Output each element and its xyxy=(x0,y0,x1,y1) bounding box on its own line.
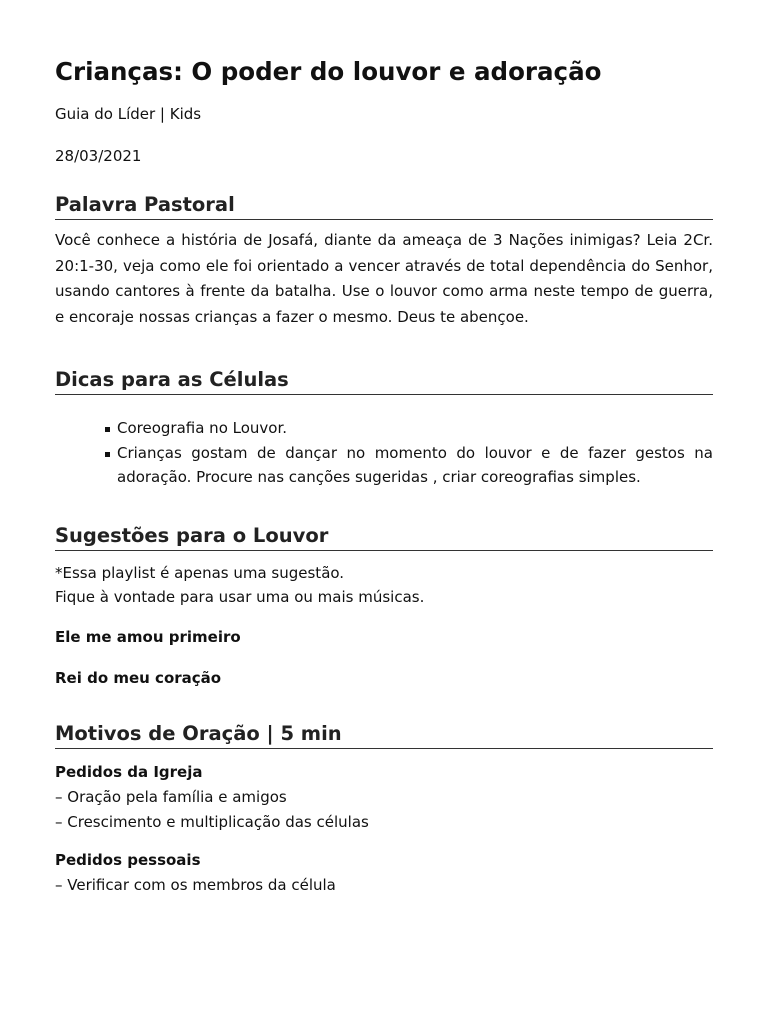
document-subtitle: Guia do Líder | Kids xyxy=(55,105,202,123)
prayer-group-title: Pedidos da Igreja xyxy=(55,762,203,781)
playlist-note-line-2: Fique à vontade para usar uma ou mais músicas. xyxy=(55,587,425,606)
playlist-note xyxy=(55,561,713,609)
pastoral-paragraph: Você conhece a história de Josafá, diante da ameaça de 3 Nações inimigas? Leia 2Cr. 20:1-30, veja como ele foi orientado a vencer através de total dependência do Senhor, usando cantores à frente da batalha. Use o louvor como arma neste tempo de guerra, e encoraje nossas crianças a fazer o mesmo. Deus te abençoe. xyxy=(55,231,713,326)
prayer-group-title: Pedidos pessoais xyxy=(55,850,201,869)
prayer-group-personal xyxy=(55,848,713,898)
prayer-item: – Oração pela família e amigos xyxy=(55,787,287,806)
section-heading-pastoral: Palavra Pastoral xyxy=(55,192,713,220)
section-heading-tips: Dicas para as Células xyxy=(55,367,713,395)
document-content xyxy=(55,54,713,898)
list-item: Coreografia no Louvor. xyxy=(117,416,713,441)
song-title: Rei do meu coração xyxy=(55,668,222,687)
page-title: Crianças: O poder do louvor e adoração xyxy=(55,57,602,86)
song-title: Ele me amou primeiro xyxy=(55,627,241,646)
document-date: 28/03/2021 xyxy=(55,147,142,165)
prayer-group-church xyxy=(55,760,713,835)
list-item: Crianças gostam de dançar no momento do louvor e de fazer gestos na adoração. Procure nas canções sugeridas , criar coreografias simples. xyxy=(117,441,713,490)
playlist-note-line-1: *Essa playlist é apenas uma sugestão. xyxy=(55,563,345,582)
section-heading-worship: Sugestões para o Louvor xyxy=(55,523,713,551)
prayer-item: – Verificar com os membros da célula xyxy=(55,875,336,894)
prayer-item: – Crescimento e multiplicação das células xyxy=(55,812,369,831)
tips-list xyxy=(55,416,713,490)
section-heading-prayer: Motivos de Oração | 5 min xyxy=(55,721,713,749)
